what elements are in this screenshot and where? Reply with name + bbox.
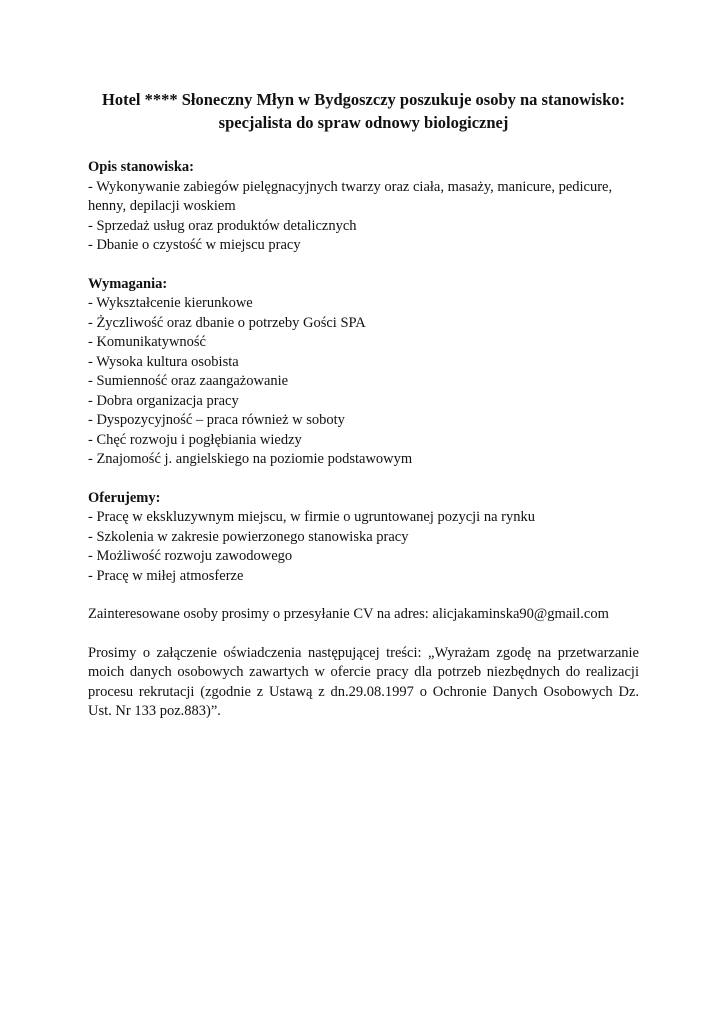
list-item: - Wysoka kultura osobista [88,353,239,370]
list-item: - Wykształcenie kierunkowe [88,295,253,311]
list-item: - Dobra organizacja pracy [88,392,239,409]
requirements-heading: Wymagania: [88,275,168,292]
title-line-1: Hotel **** Słoneczny Młyn w Bydgoszczy poszukuje osoby na stanowisko: [102,90,625,109]
requirements-section [88,275,639,470]
list-item: - Znajomość j. angielskiego na poziomie podstawowym [88,451,413,467]
consent-paragraph: Prosimy o załączenie oświadczenia następującej treści: „Wyrażam zgodę na przetwarzanie moich danych osobowych zawartych w ofercie pracy dla potrzeb niezbędnych do realizacji procesu rekrutacji (zgodnie z Ustawą z dn.29.08.1997 o Ochronie Danych Osobowych Dz. Ust. Nr 133 poz.883)”. [88,644,639,719]
list-item: - Dbanie o czystość w miejscu pracy [88,237,301,253]
page-title [88,88,639,134]
list-item: - Pracę w miłej atmosferze [88,567,244,584]
title-line-2: specjalista do spraw odnowy biologicznej [218,113,509,132]
job-description-heading: Opis stanowiska: [88,159,194,175]
offer-section [88,489,639,587]
list-item: - Komunikatywność [88,334,206,350]
list-item: - Sumienność oraz zaangażowanie [88,373,289,389]
list-item: - Życzliwość oraz dbanie o potrzeby Gości SPA [88,314,366,331]
list-item: - Sprzedaż usług oraz produktów detalicznych [88,217,357,234]
contact-paragraph: Zainteresowane osoby prosimy o przesyłanie CV na adres: alicjakaminska90@gmail.com [88,606,609,622]
list-item: - Możliwość rozwoju zawodowego [88,548,293,564]
job-description-section [88,158,639,256]
list-item: - Szkolenia w zakresie powierzonego stanowiska pracy [88,528,409,545]
list-item: - Wykonywanie zabiegów pielęgnacyjnych twarzy oraz ciała, masaży, manicure, pedicure, henny, depilacji woskiem [88,178,613,214]
list-item: - Dyspozycyjność – praca również w soboty [88,412,345,428]
list-item: - Pracę w ekskluzywnym miejscu, w firmie o ugruntowanej pozycji na rynku [88,509,535,525]
list-item: - Chęć rozwoju i pogłębiania wiedzy [88,431,302,448]
offer-heading: Oferujemy: [88,489,161,506]
